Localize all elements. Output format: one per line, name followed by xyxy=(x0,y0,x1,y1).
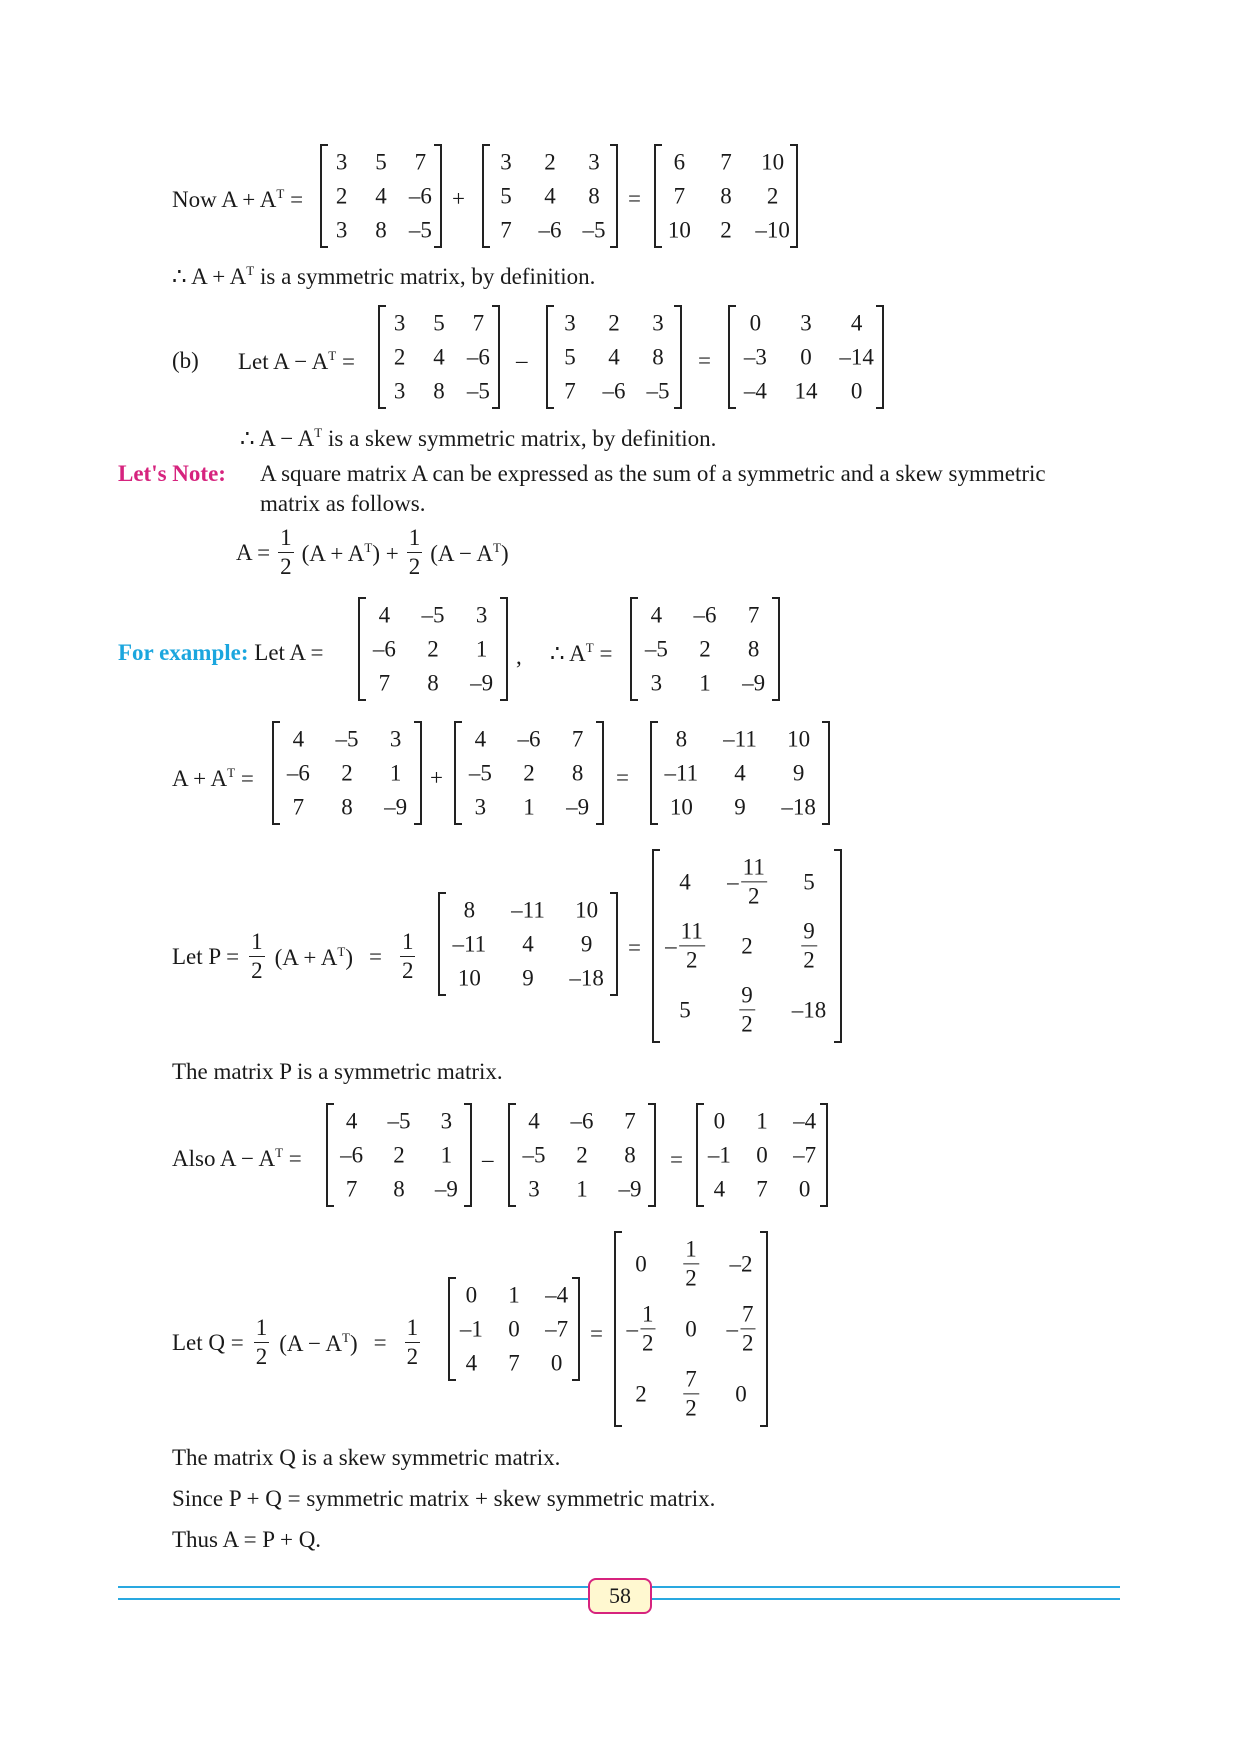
bracket-right xyxy=(822,721,830,825)
sum-conclusion: ∴ $A + A^T$ is a symmetric matrix, by definition. xyxy=(172,263,596,289)
matrix-cell: 4 xyxy=(713,1176,726,1202)
matrix-cell: 8 xyxy=(341,794,353,820)
matrix-cell: 3 xyxy=(393,310,406,336)
matrix-cell: 0 xyxy=(508,1316,520,1342)
q-equals-sign: = xyxy=(590,1321,603,1346)
matrix-cell: 5 xyxy=(433,310,445,336)
bracket-left xyxy=(326,1103,334,1207)
matrix-cell: $\frac{1}{2}$ xyxy=(685,1236,697,1291)
p-equals-sign: = xyxy=(628,935,641,960)
matrix-a-b xyxy=(378,306,500,408)
matrix-cell: – $\frac{11}{2}$ xyxy=(665,918,703,973)
bracket-left xyxy=(448,1277,456,1381)
matrix-cell: –6 xyxy=(408,183,432,209)
matrix-cell: 10 xyxy=(667,217,691,243)
matrix-cell: 5 xyxy=(803,869,815,895)
minus-sign: – xyxy=(516,348,528,373)
matrix-cell: – $\frac{1}{2}$ xyxy=(626,1301,654,1356)
matrix-cell: 3 xyxy=(564,310,576,336)
matrix-cell: –6 xyxy=(372,636,396,662)
matrix-cell: 1 xyxy=(475,636,488,662)
matrix-cell: 3 xyxy=(389,726,402,752)
bracket-right xyxy=(760,1231,768,1427)
bracket-right xyxy=(674,305,682,409)
example-transpose-label: ∴ $A^T$ = xyxy=(550,640,613,666)
matrix-cell: 10 xyxy=(761,149,785,175)
matrix-cell: 7 xyxy=(720,149,732,175)
matrix-sum xyxy=(654,145,798,247)
matrix-cell: –18 xyxy=(791,997,827,1023)
example-difference-label: Also $A - A^T$ = xyxy=(172,1145,302,1171)
example-sum-label: $A + A^T$ = xyxy=(172,765,254,791)
bracket-left xyxy=(272,721,280,825)
matrix-cell: 5 xyxy=(375,149,387,175)
page-number: 58 xyxy=(588,1578,652,1614)
matrix-cell: 2 xyxy=(766,183,779,209)
matrix-cell: –5 xyxy=(335,726,359,752)
sum-label-1: Now $A + A^T$ = xyxy=(172,186,304,212)
matrix-a xyxy=(320,145,442,247)
matrix-cell: 2 xyxy=(699,636,711,662)
part-b-label: (b) xyxy=(172,348,199,373)
bracket-left xyxy=(378,305,386,409)
matrix-cell: 8 xyxy=(675,726,688,752)
matrix-cell: –4 xyxy=(545,1282,569,1308)
matrix-cell: –10 xyxy=(755,217,790,243)
matrix-cell: 3 xyxy=(800,310,812,336)
matrix-cell: –9 xyxy=(742,670,766,696)
matrix-cell: 4 xyxy=(465,1350,478,1376)
matrix-cell: $\frac{7}{2}$ xyxy=(685,1366,697,1421)
matrix-cell: 5 xyxy=(500,183,512,209)
matrix-cell: 1 xyxy=(756,1108,768,1134)
matrix-cell: 8 xyxy=(624,1142,636,1168)
matrix-cell: 7 xyxy=(564,378,576,404)
bracket-right xyxy=(876,305,884,409)
comma: , xyxy=(516,644,522,669)
example-plus-sign: + xyxy=(430,765,443,790)
matrix-cell: 3 xyxy=(335,149,348,175)
matrix-cell: –6 xyxy=(570,1108,594,1134)
decomposition-formula: A = $\frac{1}{2}$ $(A + A^T)$ + $\frac{1}{2}$ $(A - A^T)$ xyxy=(236,525,509,580)
q-result-matrix xyxy=(614,1232,768,1426)
example-matrix-a xyxy=(358,598,508,700)
bracket-right xyxy=(790,144,798,248)
matrix-cell: 10 xyxy=(457,965,481,991)
matrix-cell: –5 xyxy=(468,760,492,786)
matrix-cell: –4 xyxy=(793,1108,817,1134)
p-conclusion: The matrix P is a symmetric matrix. xyxy=(172,1059,503,1084)
q-conclusion: The matrix Q is a skew symmetric matrix. xyxy=(172,1445,561,1470)
matrix-cell: 7 xyxy=(345,1176,358,1202)
matrix-cell: –9 xyxy=(470,670,494,696)
bracket-right xyxy=(772,597,780,701)
matrix-cell: 9 xyxy=(522,965,534,991)
matrix-cell: 8 xyxy=(720,183,732,209)
matrix-cell: 7 xyxy=(500,217,512,243)
matrix-cell: 2 xyxy=(720,217,732,243)
matrix-cell: 1 xyxy=(389,760,402,786)
bracket-left xyxy=(454,721,462,825)
matrix-cell: 1 xyxy=(576,1176,588,1202)
matrix-cell: 4 xyxy=(522,931,534,957)
matrix-cell: –3 xyxy=(743,344,767,370)
matrix-cell: 4 xyxy=(544,183,556,209)
matrix-cell: 7 xyxy=(624,1108,636,1134)
bracket-right xyxy=(648,1103,656,1207)
matrix-cell: –5 xyxy=(421,602,445,628)
matrix-cell: 0 xyxy=(798,1176,811,1202)
q-difference-matrix xyxy=(448,1278,580,1380)
matrix-cell: 7 xyxy=(292,794,305,820)
matrix-cell: 9 xyxy=(734,794,746,820)
difference-matrix-a xyxy=(326,1104,472,1206)
matrix-cell: –6 xyxy=(286,760,310,786)
matrix-cell: 0 xyxy=(550,1350,563,1376)
matrix-a-transpose-b xyxy=(546,306,682,408)
matrix-cell: 0 xyxy=(749,310,762,336)
matrix-cell: 0 xyxy=(756,1142,768,1168)
bracket-left xyxy=(630,597,638,701)
plus-sign: + xyxy=(452,186,465,211)
difference-conclusion: ∴ $A - A^T$ is a skew symmetric matrix, by definition. xyxy=(240,425,717,451)
bracket-right xyxy=(492,305,500,409)
matrix-cell: –5 xyxy=(387,1108,411,1134)
matrix-cell: –5 xyxy=(466,378,490,404)
matrix-cell: –5 xyxy=(522,1142,546,1168)
matrix-cell: 7 xyxy=(378,670,391,696)
matrix-cell: –6 xyxy=(466,344,490,370)
matrix-cell: 2 xyxy=(393,344,406,370)
matrix-cell: 4 xyxy=(679,869,691,895)
example-sum-result xyxy=(650,722,830,824)
note-line-2: matrix as follows. xyxy=(260,491,426,516)
bracket-right xyxy=(596,721,604,825)
matrix-cell: 0 xyxy=(850,378,863,404)
bracket-left xyxy=(650,721,658,825)
matrix-cell: –1 xyxy=(459,1316,483,1342)
matrix-cell: 7 xyxy=(747,602,760,628)
matrix-cell: 3 xyxy=(393,378,406,404)
p-definition: Let P = $\frac{1}{2}$ $(A + A^T)$ = $\frac{1}{2}$ xyxy=(172,929,414,984)
matrix-cell: 2 xyxy=(393,1142,405,1168)
example-matrix-a-transpose xyxy=(630,598,780,700)
matrix-cell: 4 xyxy=(433,344,445,370)
matrix-cell: –11 xyxy=(452,931,487,957)
equals-sign: = xyxy=(628,186,641,211)
matrix-cell: –5 xyxy=(582,217,606,243)
example-equals-sign: = xyxy=(616,765,629,790)
matrix-cell: 3 xyxy=(475,602,488,628)
difference-minus-sign: – xyxy=(482,1147,494,1172)
bracket-left xyxy=(320,144,328,248)
matrix-a-transpose xyxy=(482,145,618,247)
matrix-cell: 2 xyxy=(576,1142,588,1168)
matrix-cell: 3 xyxy=(500,149,512,175)
matrix-cell: 4 xyxy=(608,344,620,370)
bracket-right xyxy=(820,1103,828,1207)
matrix-cell: –14 xyxy=(839,344,874,370)
matrix-cell: –11 xyxy=(511,897,545,923)
matrix-cell: –11 xyxy=(664,760,699,786)
matrix-cell: 3 xyxy=(650,670,663,696)
matrix-cell: 6 xyxy=(673,149,686,175)
matrix-cell: 5 xyxy=(679,997,691,1023)
matrix-cell: –9 xyxy=(384,794,408,820)
bracket-left xyxy=(546,305,554,409)
matrix-cell: 1 xyxy=(523,794,535,820)
matrix-cell: 1 xyxy=(508,1282,520,1308)
matrix-cell: 0 xyxy=(713,1108,726,1134)
since-statement: Since P + Q = symmetric matrix + skew symmetric matrix. xyxy=(172,1486,716,1511)
matrix-cell: –6 xyxy=(538,217,562,243)
matrix-cell: – $\frac{11}{2}$ xyxy=(727,854,765,909)
matrix-cell: –7 xyxy=(793,1142,817,1168)
matrix-cell: 2 xyxy=(608,310,620,336)
matrix-cell: $\frac{9}{2}$ xyxy=(741,982,753,1037)
difference-equals-sign: = xyxy=(670,1147,683,1172)
difference-matrix-a-transpose xyxy=(508,1104,656,1206)
matrix-cell: –5 xyxy=(408,217,432,243)
matrix-cell: –18 xyxy=(781,794,816,820)
matrix-cell: 2 xyxy=(523,760,535,786)
matrix-cell: 2 xyxy=(635,1381,647,1407)
matrix-cell: 3 xyxy=(588,149,600,175)
matrix-cell: 3 xyxy=(440,1108,453,1134)
bracket-right xyxy=(610,144,618,248)
matrix-cell: 10 xyxy=(575,897,599,923)
example-sum-matrix-a-transpose xyxy=(454,722,604,824)
matrix-cell: 2 xyxy=(427,636,439,662)
bracket-right xyxy=(434,144,442,248)
matrix-cell: 5 xyxy=(564,344,576,370)
matrix-cell: 7 xyxy=(756,1176,768,1202)
example-intro: For example: Let A = xyxy=(118,640,324,665)
bracket-right xyxy=(572,1277,580,1381)
matrix-cell: 7 xyxy=(508,1350,520,1376)
matrix-cell: –5 xyxy=(646,378,670,404)
matrix-cell: 0 xyxy=(465,1282,478,1308)
matrix-cell: 0 xyxy=(635,1251,647,1277)
bracket-right xyxy=(610,892,618,996)
bracket-right xyxy=(414,721,422,825)
q-definition: Let Q = $\frac{1}{2}$ $(A - A^T)$ = $\frac{1}{2}$ xyxy=(172,1315,419,1370)
note-line-1: A square matrix A can be expressed as the sum of a symmetric and a skew symmetric xyxy=(260,461,1046,486)
matrix-cell: –18 xyxy=(569,965,604,991)
bracket-left xyxy=(438,892,446,996)
bracket-right xyxy=(834,849,842,1043)
bracket-left xyxy=(614,1231,622,1427)
matrix-cell: 1 xyxy=(699,670,711,696)
matrix-cell: 4 xyxy=(474,726,487,752)
bracket-left xyxy=(358,597,366,701)
matrix-cell: 8 xyxy=(433,378,445,404)
lets-note-heading: Let's Note: xyxy=(118,461,226,486)
matrix-cell: –11 xyxy=(723,726,757,752)
matrix-difference xyxy=(728,306,884,408)
bracket-right xyxy=(464,1103,472,1207)
matrix-cell: 3 xyxy=(652,310,664,336)
matrix-cell: 4 xyxy=(850,310,863,336)
matrix-cell: 4 xyxy=(378,602,391,628)
matrix-cell: 8 xyxy=(375,217,387,243)
matrix-cell: 8 xyxy=(652,344,664,370)
bracket-left xyxy=(652,849,660,1043)
matrix-cell: 4 xyxy=(345,1108,358,1134)
matrix-cell: 8 xyxy=(463,897,476,923)
matrix-cell: –1 xyxy=(707,1142,731,1168)
p-result-matrix xyxy=(652,850,842,1042)
bracket-left xyxy=(508,1103,516,1207)
matrix-cell: –9 xyxy=(618,1176,642,1202)
matrix-cell: 0 xyxy=(685,1316,697,1342)
matrix-cell: 0 xyxy=(735,1381,747,1407)
example-difference-result xyxy=(696,1104,828,1206)
matrix-cell: 1 xyxy=(440,1142,453,1168)
bracket-left xyxy=(696,1103,704,1207)
matrix-cell: –6 xyxy=(693,602,717,628)
bracket-right xyxy=(500,597,508,701)
matrix-cell: 2 xyxy=(544,149,556,175)
matrix-cell: –7 xyxy=(545,1316,569,1342)
matrix-cell: –9 xyxy=(566,794,590,820)
equals-sign-b: = xyxy=(698,348,711,373)
thus-statement: Thus A = P + Q. xyxy=(172,1527,322,1552)
matrix-cell: 7 xyxy=(414,149,427,175)
example-sum-matrix-a xyxy=(272,722,422,824)
matrix-cell: 7 xyxy=(673,183,686,209)
matrix-cell: 7 xyxy=(472,310,485,336)
matrix-cell: – $\frac{7}{2}$ xyxy=(726,1301,754,1356)
matrix-cell: 4 xyxy=(528,1108,540,1134)
p-sum-matrix xyxy=(438,893,618,995)
matrix-cell: 10 xyxy=(787,726,811,752)
matrix-cell: 9 xyxy=(580,931,593,957)
matrix-cell: –5 xyxy=(644,636,668,662)
matrix-cell: 4 xyxy=(292,726,305,752)
matrix-cell: 10 xyxy=(669,794,693,820)
matrix-cell: –6 xyxy=(517,726,541,752)
matrix-cell: 9 xyxy=(792,760,805,786)
matrix-cell: 14 xyxy=(794,378,818,404)
matrix-cell: 4 xyxy=(650,602,663,628)
matrix-cell: 3 xyxy=(335,217,348,243)
matrix-cell: –2 xyxy=(729,1251,753,1277)
difference-label-1: Let $A - A^T$ = xyxy=(238,348,355,374)
matrix-cell: 8 xyxy=(571,760,584,786)
matrix-cell: 8 xyxy=(393,1176,405,1202)
matrix-cell: 3 xyxy=(528,1176,540,1202)
matrix-cell: –6 xyxy=(340,1142,364,1168)
matrix-cell: –4 xyxy=(743,378,767,404)
matrix-cell: 0 xyxy=(800,344,812,370)
matrix-cell: 4 xyxy=(734,760,746,786)
matrix-cell: 2 xyxy=(341,760,353,786)
matrix-cell: –6 xyxy=(602,378,626,404)
matrix-cell: 2 xyxy=(335,183,348,209)
matrix-cell: 2 xyxy=(741,933,753,959)
matrix-cell: 4 xyxy=(375,183,387,209)
matrix-cell: 8 xyxy=(588,183,600,209)
matrix-cell: 8 xyxy=(427,670,439,696)
matrix-cell: 3 xyxy=(474,794,487,820)
bracket-left xyxy=(482,144,490,248)
bracket-left xyxy=(728,305,736,409)
matrix-cell: $\frac{9}{2}$ xyxy=(803,918,815,973)
matrix-cell: 7 xyxy=(571,726,584,752)
matrix-cell: –9 xyxy=(434,1176,458,1202)
matrix-cell: 8 xyxy=(747,636,760,662)
bracket-left xyxy=(654,144,662,248)
